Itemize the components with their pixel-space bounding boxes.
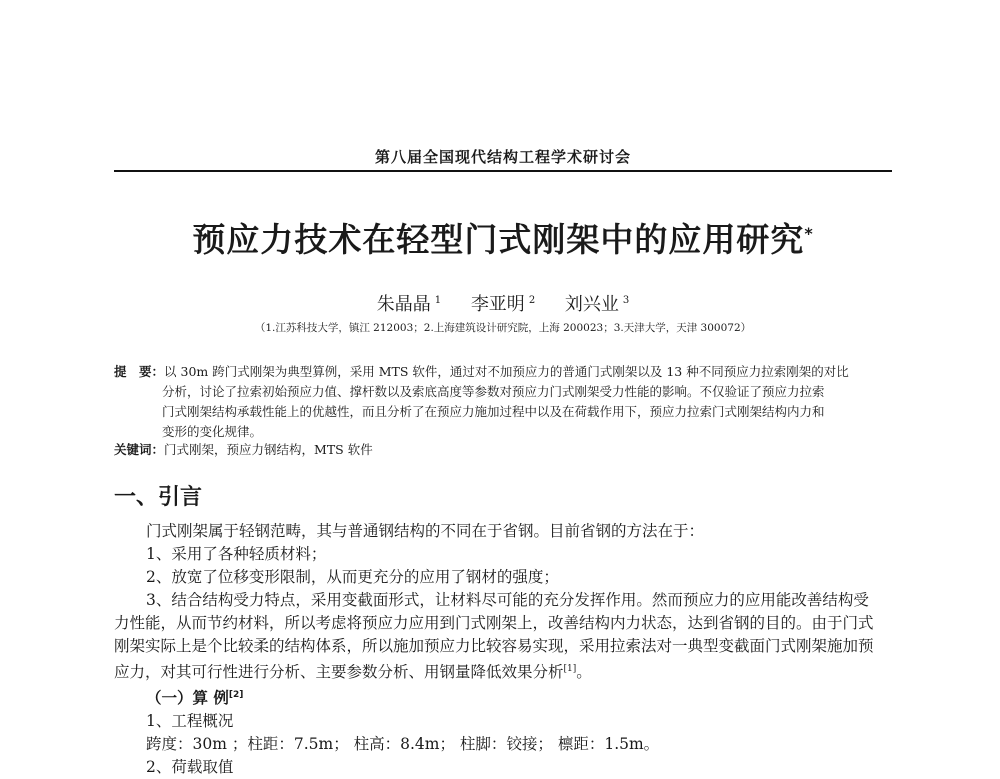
citation-ref: [2]	[228, 690, 244, 701]
author	[471, 290, 535, 316]
list-item: 3、结合结构受力特点，采用变截面形式，让材料尽可能的充分发挥作用。然而预应力的应用能改善结构受	[146, 591, 869, 609]
author-name: 刘兴业	[564, 294, 619, 315]
abstract-line: 门式刚架结构承载性能上的优越性，而且分析了在预应力施加过程中以及在荷载作用下，预应力拉索门式刚架结构内力和	[162, 404, 825, 419]
keywords-label: 关键词：	[114, 442, 165, 457]
author	[565, 290, 629, 316]
paragraph-line: 力性能，从而节约材料，所以考虑将预应力应用到门式刚架上，改善结构内力状态，达到省钢的目的。由于门式	[114, 614, 874, 632]
title-text: 预应力技术在轻型门式刚架中的应用研究	[192, 220, 805, 259]
author-affil-mark: 1	[434, 295, 442, 306]
list-item: 1、工程概况	[146, 712, 234, 731]
paragraph-text: 应力，对其可行性进行分析、主要参数分析、用钢量降低效果分析	[114, 663, 564, 682]
abstract	[114, 362, 896, 442]
subsection-heading	[114, 684, 896, 710]
section-heading: 一、引言	[114, 485, 203, 510]
section-body	[114, 520, 896, 779]
subsection-title: （一）算 例	[146, 689, 229, 708]
keywords-text: 门式刚架，预应力钢结构，MTS 软件	[164, 442, 373, 457]
abstract-text: 以 30m 跨门式刚架为典型算例，采用 MTS 软件，通过对不加预应力的普通门式刚架以及 13 种不同预应力拉索刚架的对比	[164, 364, 849, 379]
paragraph-line	[114, 658, 896, 684]
author-affil-mark: 2	[528, 295, 536, 306]
paper-title	[114, 214, 892, 261]
abstract-line: 变形的变化规律。	[162, 424, 263, 439]
abstract-line: 分析，讨论了拉索初始预应力值、撑杆数以及索底高度等参数对预应力门式刚架受力性能的影响。不仅验证了预应力拉索	[162, 384, 825, 399]
abstract-label: 提 要：	[114, 364, 165, 379]
conference-header: 第八届全国现代结构工程学术研讨会	[374, 148, 631, 166]
project-parameters: 跨度：30m ；柱距：7.5m； 柱高：8.4m； 柱脚：铰接； 檩距：1.5m。	[146, 735, 660, 754]
author-list	[114, 290, 892, 316]
paragraph-end: 。	[576, 663, 592, 682]
list-item: 2、荷载取值	[146, 758, 234, 777]
keywords	[114, 440, 896, 458]
author	[377, 290, 441, 316]
list-item: 1、采用了各种轻质材料；	[146, 545, 327, 563]
author-name: 李亚明	[470, 294, 525, 315]
author-name: 朱晶晶	[376, 294, 431, 315]
paragraph-line: 刚架实际上是个比较柔的结构体系，所以施加预应力比较容易实现，采用拉索法对一典型变截面门式刚架施加预	[114, 637, 874, 655]
paragraph: 门式刚架属于轻钢范畴，其与普通钢结构的不同在于省钢。目前省钢的方法在于：	[146, 522, 705, 540]
abstract-line	[114, 362, 896, 382]
header-rule	[114, 170, 892, 172]
title-footnote-mark: *	[804, 224, 814, 243]
author-affil-mark: 3	[622, 295, 630, 306]
affiliations: （1.江苏科技大学，镇江 212003；2.上海建筑设计研究院，上海 200023；3.天津大学，天津 300072）	[254, 322, 752, 334]
list-item: 2、放宽了位移变形限制，从而更充分的应用了钢材的强度；	[146, 568, 559, 586]
citation-ref: [1]	[563, 664, 577, 674]
